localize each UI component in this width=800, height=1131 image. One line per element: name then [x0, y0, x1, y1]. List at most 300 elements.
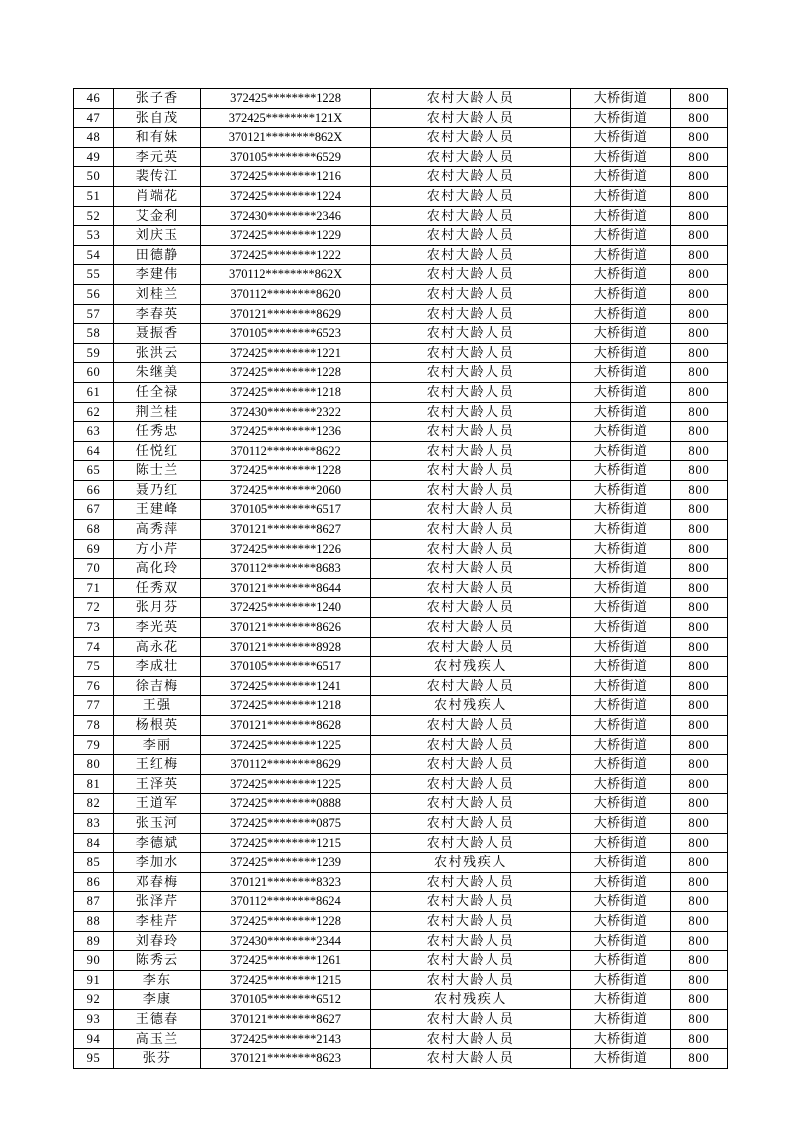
- cell-person-name: 艾金利: [114, 206, 201, 226]
- table-row: [74, 794, 728, 814]
- cell-id-number: 370105********6523: [201, 324, 371, 344]
- cell-id-number: 372425********121X: [201, 108, 371, 128]
- cell-sequence-number: 89: [74, 931, 114, 951]
- cell-street: 大桥街道: [571, 147, 671, 167]
- cell-id-number: 370121********8623: [201, 1049, 371, 1069]
- cell-amount: 800: [671, 402, 728, 422]
- cell-person-name: 李丽: [114, 735, 201, 755]
- cell-sequence-number: 87: [74, 892, 114, 912]
- cell-amount: 800: [671, 343, 728, 363]
- cell-category: 农村大龄人员: [371, 226, 571, 246]
- cell-id-number: 370121********8928: [201, 637, 371, 657]
- cell-street: 大桥街道: [571, 500, 671, 520]
- cell-amount: 800: [671, 794, 728, 814]
- cell-amount: 800: [671, 970, 728, 990]
- cell-street: 大桥街道: [571, 676, 671, 696]
- cell-category: 农村大龄人员: [371, 716, 571, 736]
- cell-amount: 800: [671, 637, 728, 657]
- cell-street: 大桥街道: [571, 872, 671, 892]
- cell-street: 大桥街道: [571, 990, 671, 1010]
- cell-amount: 800: [671, 89, 728, 109]
- cell-amount: 800: [671, 480, 728, 500]
- cell-sequence-number: 72: [74, 598, 114, 618]
- cell-amount: 800: [671, 951, 728, 971]
- cell-id-number: 372425********1215: [201, 833, 371, 853]
- table-row: [74, 716, 728, 736]
- cell-street: 大桥街道: [571, 1029, 671, 1049]
- cell-id-number: 372425********1228: [201, 461, 371, 481]
- table-row: [74, 167, 728, 187]
- cell-sequence-number: 67: [74, 500, 114, 520]
- cell-street: 大桥街道: [571, 1009, 671, 1029]
- table-row: [74, 598, 728, 618]
- cell-amount: 800: [671, 892, 728, 912]
- cell-amount: 800: [671, 618, 728, 638]
- cell-person-name: 高秀萍: [114, 520, 201, 540]
- cell-street: 大桥街道: [571, 520, 671, 540]
- cell-street: 大桥街道: [571, 794, 671, 814]
- cell-sequence-number: 64: [74, 441, 114, 461]
- cell-amount: 800: [671, 265, 728, 285]
- cell-category: 农村大龄人员: [371, 931, 571, 951]
- cell-street: 大桥街道: [571, 422, 671, 442]
- table-row: [74, 1009, 728, 1029]
- cell-amount: 800: [671, 1009, 728, 1029]
- cell-street: 大桥街道: [571, 343, 671, 363]
- cell-person-name: 李桂芹: [114, 911, 201, 931]
- table-row: [74, 676, 728, 696]
- cell-id-number: 372425********1240: [201, 598, 371, 618]
- table-row: [74, 578, 728, 598]
- cell-id-number: 370112********8622: [201, 441, 371, 461]
- cell-id-number: 372425********1218: [201, 382, 371, 402]
- roster-table-body: [74, 89, 728, 1069]
- cell-sequence-number: 93: [74, 1009, 114, 1029]
- cell-street: 大桥街道: [571, 167, 671, 187]
- cell-category: 农村大龄人员: [371, 872, 571, 892]
- cell-id-number: 370105********6517: [201, 657, 371, 677]
- table-row: [74, 774, 728, 794]
- cell-category: 农村大龄人员: [371, 186, 571, 206]
- cell-street: 大桥街道: [571, 637, 671, 657]
- cell-category: 农村大龄人员: [371, 892, 571, 912]
- cell-amount: 800: [671, 1029, 728, 1049]
- cell-person-name: 田德静: [114, 245, 201, 265]
- table-row: [74, 911, 728, 931]
- table-row: [74, 559, 728, 579]
- cell-sequence-number: 65: [74, 461, 114, 481]
- cell-id-number: 372425********1222: [201, 245, 371, 265]
- cell-id-number: 370112********8629: [201, 755, 371, 775]
- cell-street: 大桥街道: [571, 128, 671, 148]
- cell-sequence-number: 79: [74, 735, 114, 755]
- table-row: [74, 931, 728, 951]
- cell-id-number: 372425********0888: [201, 794, 371, 814]
- cell-person-name: 任全禄: [114, 382, 201, 402]
- table-row: [74, 128, 728, 148]
- cell-person-name: 王德春: [114, 1009, 201, 1029]
- cell-amount: 800: [671, 872, 728, 892]
- cell-amount: 800: [671, 716, 728, 736]
- cell-id-number: 372425********1241: [201, 676, 371, 696]
- table-row: [74, 304, 728, 324]
- cell-category: 农村大龄人员: [371, 539, 571, 559]
- cell-category: 农村大龄人员: [371, 755, 571, 775]
- cell-sequence-number: 60: [74, 363, 114, 383]
- table-row: [74, 1049, 728, 1069]
- cell-person-name: 张自茂: [114, 108, 201, 128]
- cell-person-name: 肖端花: [114, 186, 201, 206]
- table-row: [74, 696, 728, 716]
- cell-id-number: 372425********1228: [201, 911, 371, 931]
- cell-category: 农村大龄人员: [371, 598, 571, 618]
- cell-id-number: 370105********6529: [201, 147, 371, 167]
- table-row: [74, 833, 728, 853]
- cell-street: 大桥街道: [571, 226, 671, 246]
- cell-person-name: 刘春玲: [114, 931, 201, 951]
- cell-category: 农村残疾人: [371, 990, 571, 1010]
- cell-category: 农村大龄人员: [371, 618, 571, 638]
- cell-sequence-number: 91: [74, 970, 114, 990]
- cell-sequence-number: 82: [74, 794, 114, 814]
- table-row: [74, 382, 728, 402]
- cell-amount: 800: [671, 833, 728, 853]
- cell-amount: 800: [671, 284, 728, 304]
- cell-sequence-number: 66: [74, 480, 114, 500]
- cell-person-name: 张子香: [114, 89, 201, 109]
- cell-street: 大桥街道: [571, 559, 671, 579]
- table-row: [74, 402, 728, 422]
- cell-category: 农村残疾人: [371, 853, 571, 873]
- cell-sequence-number: 48: [74, 128, 114, 148]
- cell-person-name: 刘桂兰: [114, 284, 201, 304]
- cell-sequence-number: 85: [74, 853, 114, 873]
- cell-id-number: 370121********8629: [201, 304, 371, 324]
- cell-id-number: 372425********1221: [201, 343, 371, 363]
- cell-sequence-number: 75: [74, 657, 114, 677]
- cell-person-name: 荆兰桂: [114, 402, 201, 422]
- table-row: [74, 618, 728, 638]
- cell-category: 农村大龄人员: [371, 245, 571, 265]
- cell-person-name: 张玉河: [114, 813, 201, 833]
- table-row: [74, 265, 728, 285]
- cell-amount: 800: [671, 735, 728, 755]
- cell-person-name: 王建峰: [114, 500, 201, 520]
- cell-street: 大桥街道: [571, 382, 671, 402]
- cell-amount: 800: [671, 422, 728, 442]
- cell-category: 农村大龄人员: [371, 441, 571, 461]
- cell-category: 农村大龄人员: [371, 559, 571, 579]
- cell-person-name: 徐吉梅: [114, 676, 201, 696]
- table-row: [74, 990, 728, 1010]
- table-row: [74, 480, 728, 500]
- cell-category: 农村大龄人员: [371, 304, 571, 324]
- cell-person-name: 张泽芹: [114, 892, 201, 912]
- cell-sequence-number: 80: [74, 755, 114, 775]
- cell-sequence-number: 88: [74, 911, 114, 931]
- cell-street: 大桥街道: [571, 813, 671, 833]
- cell-id-number: 372425********1218: [201, 696, 371, 716]
- table-row: [74, 520, 728, 540]
- cell-category: 农村大龄人员: [371, 324, 571, 344]
- cell-category: 农村大龄人员: [371, 970, 571, 990]
- cell-street: 大桥街道: [571, 206, 671, 226]
- cell-category: 农村大龄人员: [371, 461, 571, 481]
- cell-amount: 800: [671, 186, 728, 206]
- table-row: [74, 422, 728, 442]
- cell-sequence-number: 94: [74, 1029, 114, 1049]
- table-row: [74, 284, 728, 304]
- cell-sequence-number: 46: [74, 89, 114, 109]
- cell-amount: 800: [671, 853, 728, 873]
- cell-category: 农村大龄人员: [371, 1009, 571, 1029]
- cell-id-number: 370105********6517: [201, 500, 371, 520]
- cell-person-name: 高永花: [114, 637, 201, 657]
- cell-amount: 800: [671, 226, 728, 246]
- cell-id-number: 370121********8626: [201, 618, 371, 638]
- cell-category: 农村大龄人员: [371, 676, 571, 696]
- cell-sequence-number: 84: [74, 833, 114, 853]
- cell-amount: 800: [671, 382, 728, 402]
- cell-amount: 800: [671, 500, 728, 520]
- cell-amount: 800: [671, 520, 728, 540]
- cell-street: 大桥街道: [571, 735, 671, 755]
- cell-person-name: 杨根英: [114, 716, 201, 736]
- cell-person-name: 李加水: [114, 853, 201, 873]
- cell-street: 大桥街道: [571, 774, 671, 794]
- cell-street: 大桥街道: [571, 951, 671, 971]
- cell-sequence-number: 53: [74, 226, 114, 246]
- cell-street: 大桥街道: [571, 657, 671, 677]
- cell-person-name: 王道军: [114, 794, 201, 814]
- cell-category: 农村大龄人员: [371, 108, 571, 128]
- table-row: [74, 89, 728, 109]
- cell-category: 农村大龄人员: [371, 735, 571, 755]
- cell-amount: 800: [671, 441, 728, 461]
- cell-category: 农村大龄人员: [371, 363, 571, 383]
- cell-id-number: 370112********8624: [201, 892, 371, 912]
- cell-sequence-number: 63: [74, 422, 114, 442]
- cell-street: 大桥街道: [571, 441, 671, 461]
- cell-person-name: 李成壮: [114, 657, 201, 677]
- cell-street: 大桥街道: [571, 716, 671, 736]
- cell-id-number: 370121********8628: [201, 716, 371, 736]
- cell-sequence-number: 86: [74, 872, 114, 892]
- cell-person-name: 方小芹: [114, 539, 201, 559]
- cell-id-number: 372430********2322: [201, 402, 371, 422]
- cell-sequence-number: 95: [74, 1049, 114, 1069]
- cell-person-name: 聂振香: [114, 324, 201, 344]
- cell-category: 农村残疾人: [371, 657, 571, 677]
- cell-sequence-number: 47: [74, 108, 114, 128]
- cell-street: 大桥街道: [571, 304, 671, 324]
- table-row: [74, 637, 728, 657]
- cell-category: 农村大龄人员: [371, 402, 571, 422]
- cell-amount: 800: [671, 578, 728, 598]
- cell-category: 农村大龄人员: [371, 147, 571, 167]
- table-row: [74, 657, 728, 677]
- cell-category: 农村大龄人员: [371, 1049, 571, 1069]
- cell-id-number: 372425********2143: [201, 1029, 371, 1049]
- cell-street: 大桥街道: [571, 853, 671, 873]
- cell-amount: 800: [671, 911, 728, 931]
- table-row: [74, 206, 728, 226]
- cell-amount: 800: [671, 167, 728, 187]
- cell-amount: 800: [671, 147, 728, 167]
- cell-category: 农村大龄人员: [371, 265, 571, 285]
- cell-person-name: 李光英: [114, 618, 201, 638]
- cell-id-number: 372425********1216: [201, 167, 371, 187]
- cell-sequence-number: 71: [74, 578, 114, 598]
- cell-person-name: 邓春梅: [114, 872, 201, 892]
- cell-street: 大桥街道: [571, 911, 671, 931]
- cell-street: 大桥街道: [571, 1049, 671, 1069]
- cell-person-name: 裴传江: [114, 167, 201, 187]
- cell-category: 农村大龄人员: [371, 1029, 571, 1049]
- cell-street: 大桥街道: [571, 363, 671, 383]
- cell-category: 农村大龄人员: [371, 284, 571, 304]
- cell-amount: 800: [671, 206, 728, 226]
- cell-street: 大桥街道: [571, 480, 671, 500]
- cell-person-name: 张芬: [114, 1049, 201, 1069]
- cell-amount: 800: [671, 813, 728, 833]
- cell-street: 大桥街道: [571, 89, 671, 109]
- cell-category: 农村残疾人: [371, 696, 571, 716]
- cell-person-name: 王红梅: [114, 755, 201, 775]
- cell-id-number: 372425********1225: [201, 774, 371, 794]
- table-row: [74, 245, 728, 265]
- cell-id-number: 372425********1228: [201, 363, 371, 383]
- cell-id-number: 372425********1261: [201, 951, 371, 971]
- cell-sequence-number: 77: [74, 696, 114, 716]
- cell-street: 大桥街道: [571, 461, 671, 481]
- cell-category: 农村大龄人员: [371, 951, 571, 971]
- cell-amount: 800: [671, 990, 728, 1010]
- cell-sequence-number: 51: [74, 186, 114, 206]
- cell-person-name: 聂乃红: [114, 480, 201, 500]
- cell-amount: 800: [671, 755, 728, 775]
- cell-id-number: 372425********1225: [201, 735, 371, 755]
- cell-person-name: 李元英: [114, 147, 201, 167]
- cell-person-name: 陈秀云: [114, 951, 201, 971]
- cell-sequence-number: 49: [74, 147, 114, 167]
- cell-amount: 800: [671, 128, 728, 148]
- cell-person-name: 朱继美: [114, 363, 201, 383]
- cell-street: 大桥街道: [571, 755, 671, 775]
- cell-amount: 800: [671, 304, 728, 324]
- table-row: [74, 324, 728, 344]
- cell-id-number: 370121********8323: [201, 872, 371, 892]
- table-row: [74, 461, 728, 481]
- cell-id-number: 372425********1226: [201, 539, 371, 559]
- table-row: [74, 343, 728, 363]
- cell-amount: 800: [671, 461, 728, 481]
- cell-sequence-number: 70: [74, 559, 114, 579]
- cell-amount: 800: [671, 539, 728, 559]
- cell-sequence-number: 59: [74, 343, 114, 363]
- cell-category: 农村大龄人员: [371, 578, 571, 598]
- cell-category: 农村大龄人员: [371, 637, 571, 657]
- cell-sequence-number: 52: [74, 206, 114, 226]
- cell-id-number: 370121********8627: [201, 520, 371, 540]
- cell-street: 大桥街道: [571, 833, 671, 853]
- cell-sequence-number: 81: [74, 774, 114, 794]
- cell-person-name: 张洪云: [114, 343, 201, 363]
- cell-person-name: 李康: [114, 990, 201, 1010]
- cell-category: 农村大龄人员: [371, 128, 571, 148]
- table-row: [74, 226, 728, 246]
- cell-street: 大桥街道: [571, 696, 671, 716]
- table-row: [74, 186, 728, 206]
- cell-category: 农村大龄人员: [371, 520, 571, 540]
- table-row: [74, 970, 728, 990]
- cell-id-number: 370121********8627: [201, 1009, 371, 1029]
- cell-person-name: 任秀双: [114, 578, 201, 598]
- cell-amount: 800: [671, 931, 728, 951]
- cell-sequence-number: 74: [74, 637, 114, 657]
- cell-category: 农村大龄人员: [371, 813, 571, 833]
- cell-amount: 800: [671, 676, 728, 696]
- table-row: [74, 892, 728, 912]
- cell-category: 农村大龄人员: [371, 343, 571, 363]
- cell-person-name: 王泽英: [114, 774, 201, 794]
- cell-amount: 800: [671, 774, 728, 794]
- cell-street: 大桥街道: [571, 618, 671, 638]
- cell-category: 农村大龄人员: [371, 167, 571, 187]
- cell-sequence-number: 69: [74, 539, 114, 559]
- cell-street: 大桥街道: [571, 245, 671, 265]
- cell-sequence-number: 68: [74, 520, 114, 540]
- roster-table-container: [73, 88, 727, 1069]
- cell-id-number: 370121********8644: [201, 578, 371, 598]
- cell-street: 大桥街道: [571, 265, 671, 285]
- cell-sequence-number: 57: [74, 304, 114, 324]
- table-row: [74, 1029, 728, 1049]
- cell-id-number: 372430********2346: [201, 206, 371, 226]
- cell-id-number: 372430********2344: [201, 931, 371, 951]
- cell-amount: 800: [671, 108, 728, 128]
- table-row: [74, 441, 728, 461]
- cell-category: 农村大龄人员: [371, 89, 571, 109]
- cell-person-name: 李东: [114, 970, 201, 990]
- cell-sequence-number: 83: [74, 813, 114, 833]
- table-row: [74, 853, 728, 873]
- table-row: [74, 500, 728, 520]
- cell-person-name: 任秀忠: [114, 422, 201, 442]
- cell-id-number: 370105********6512: [201, 990, 371, 1010]
- cell-street: 大桥街道: [571, 284, 671, 304]
- cell-amount: 800: [671, 696, 728, 716]
- cell-sequence-number: 62: [74, 402, 114, 422]
- cell-person-name: 王强: [114, 696, 201, 716]
- cell-id-number: 372425********1236: [201, 422, 371, 442]
- cell-sequence-number: 92: [74, 990, 114, 1010]
- cell-sequence-number: 90: [74, 951, 114, 971]
- table-row: [74, 147, 728, 167]
- cell-street: 大桥街道: [571, 970, 671, 990]
- cell-sequence-number: 58: [74, 324, 114, 344]
- cell-id-number: 372425********1215: [201, 970, 371, 990]
- cell-category: 农村大龄人员: [371, 206, 571, 226]
- cell-person-name: 任悦红: [114, 441, 201, 461]
- cell-amount: 800: [671, 324, 728, 344]
- cell-street: 大桥街道: [571, 578, 671, 598]
- cell-id-number: 370112********8683: [201, 559, 371, 579]
- subsidy-roster-table: [73, 88, 728, 1069]
- table-row: [74, 813, 728, 833]
- cell-street: 大桥街道: [571, 186, 671, 206]
- cell-person-name: 李德斌: [114, 833, 201, 853]
